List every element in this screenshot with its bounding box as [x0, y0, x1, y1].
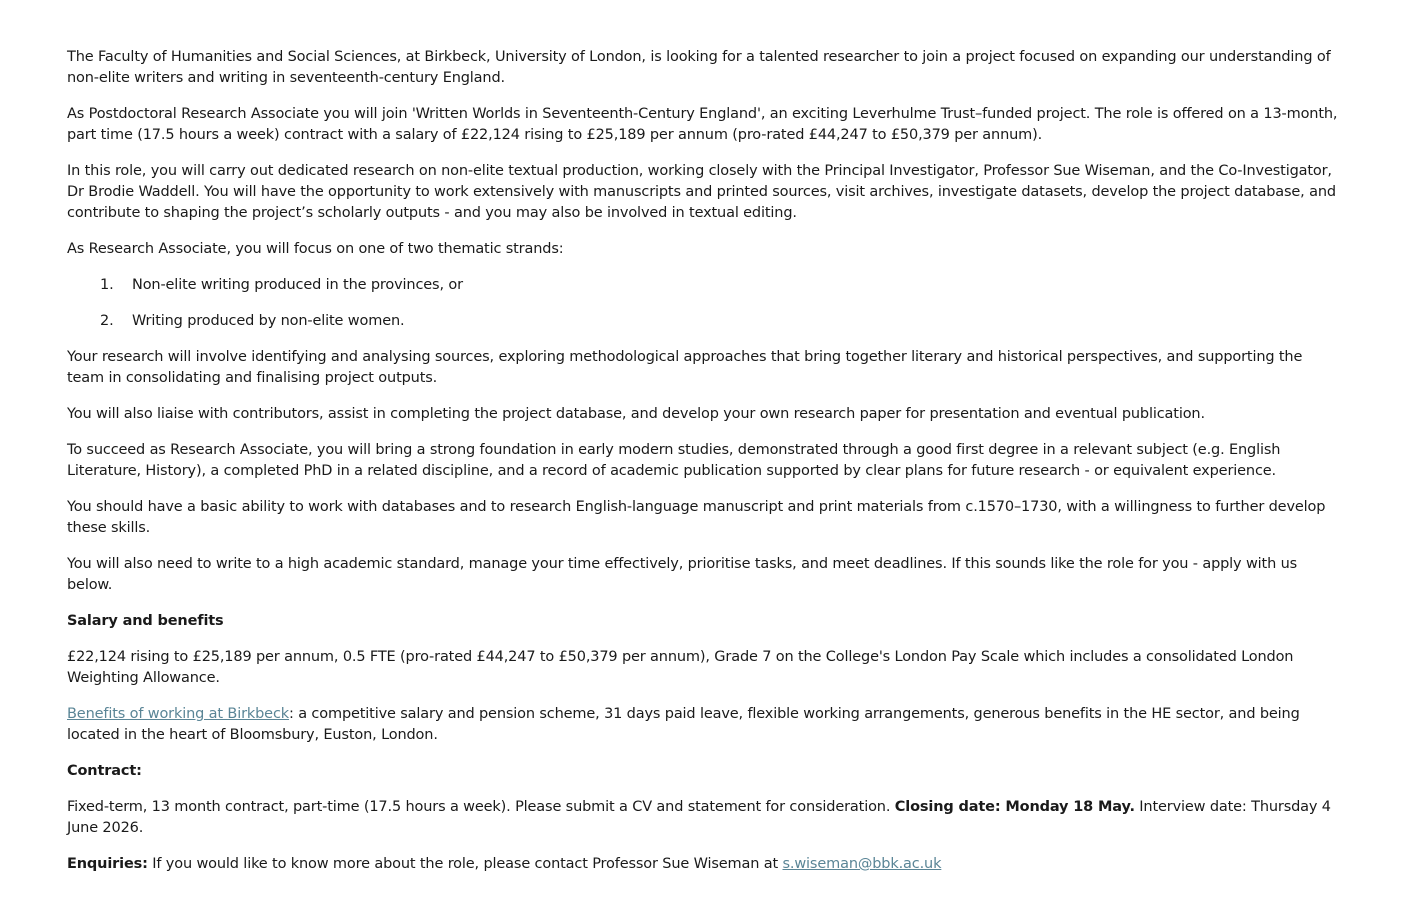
- benefits-text: : a competitive salary and pension scheme, 31 days paid leave, flexible working arrangements, generous benefits in the HE sector, and being located in the heart of Bloomsbury, Euston, London.: [67, 706, 1300, 743]
- strands-list: [67, 275, 1342, 332]
- benefits-paragraph: [67, 704, 1342, 746]
- interview-date: Interview date: Thursday 4 June 2026.: [67, 799, 1331, 836]
- salary-paragraph: £22,124 rising to £25,189 per annum, 0.5 FTE (pro-rated £44,247 to £50,379 per annum), Grade 7 on the College's London Pay Scale which includes a consolidated London Weighting Allowance.: [67, 649, 1294, 686]
- list-number: 1.: [100, 277, 114, 293]
- enquiries-label: Enquiries:: [67, 856, 148, 872]
- duties-paragraph: In this role, you will carry out dedicated research on non-elite textual production, working closely with the Principal Investigator, Professor Sue Wiseman, and the Co-Investigator, Dr Brodie Waddell. You will have the opportunity to work extensively with manuscripts and printed sources, visit archives, investigate datasets, develop the project database, and contribute to shaping the project’s scholarly outputs - and you may also be involved in textual editing.: [67, 163, 1336, 221]
- job-description: [67, 47, 1342, 890]
- skills-paragraph: You should have a basic ability to work with databases and to research English-language manuscript and print materials from c.1570–1730, with a willingness to further develop these skills.: [67, 499, 1326, 536]
- apply-paragraph: You will also need to write to a high academic standard, manage your time effectively, prioritise tasks, and meet deadlines. If this sounds like the role for you - apply with us below.: [67, 556, 1298, 593]
- list-number: 2.: [100, 313, 114, 329]
- list-text: Writing produced by non-elite women.: [132, 313, 405, 329]
- role-paragraph: As Postdoctoral Research Associate you will join 'Written Worlds in Seventeenth-Century England', an exciting Leverhulme Trust–funded project. The role is offered on a 13-month, part time (17.5 hours a week) contract with a salary of £22,124 rising to £25,189 per annum (pro-rated £44,247 to £50,379 per annum).: [67, 106, 1338, 143]
- benefits-link[interactable]: Benefits of working at Birkbeck: [67, 706, 290, 722]
- requirements-paragraph: To succeed as Research Associate, you will bring a strong foundation in early modern studies, demonstrated through a good first degree in a relevant subject (e.g. English Literature, History), a completed PhD in a related discipline, and a record of academic publication supported by clear plans for future research - or equivalent experience.: [67, 442, 1281, 479]
- contract-text: Fixed-term, 13 month contract, part-time (17.5 hours a week). Please submit a CV and statement for consideration.: [67, 799, 895, 815]
- email-link[interactable]: s.wiseman@bbk.ac.uk: [782, 856, 942, 872]
- contract-heading: Contract:: [67, 763, 142, 779]
- research-paragraph: Your research will involve identifying and analysing sources, exploring methodological approaches that bring together literary and historical perspectives, and supporting the team in consolidating and finalising project outputs.: [67, 349, 1303, 386]
- list-item: [67, 311, 1342, 332]
- list-text: Non-elite writing produced in the provinces, or: [132, 277, 463, 293]
- intro-paragraph: The Faculty of Humanities and Social Sciences, at Birkbeck, University of London, is looking for a talented researcher to join a project focused on expanding our understanding of non-elite writers and writing in seventeenth-century England.: [67, 49, 1331, 86]
- contract-paragraph: [67, 797, 1342, 839]
- salary-heading: Salary and benefits: [67, 613, 224, 629]
- closing-date: Closing date: Monday 18 May.: [894, 799, 1135, 815]
- strands-intro: As Research Associate, you will focus on one of two thematic strands:: [67, 241, 564, 257]
- enquiries-text: If you would like to know more about the role, please contact Professor Sue Wiseman at: [147, 856, 783, 872]
- liaise-paragraph: You will also liaise with contributors, assist in completing the project database, and develop your own research paper for presentation and eventual publication.: [67, 406, 1205, 422]
- list-item: [67, 275, 1342, 296]
- enquiries-paragraph: [67, 854, 1342, 875]
